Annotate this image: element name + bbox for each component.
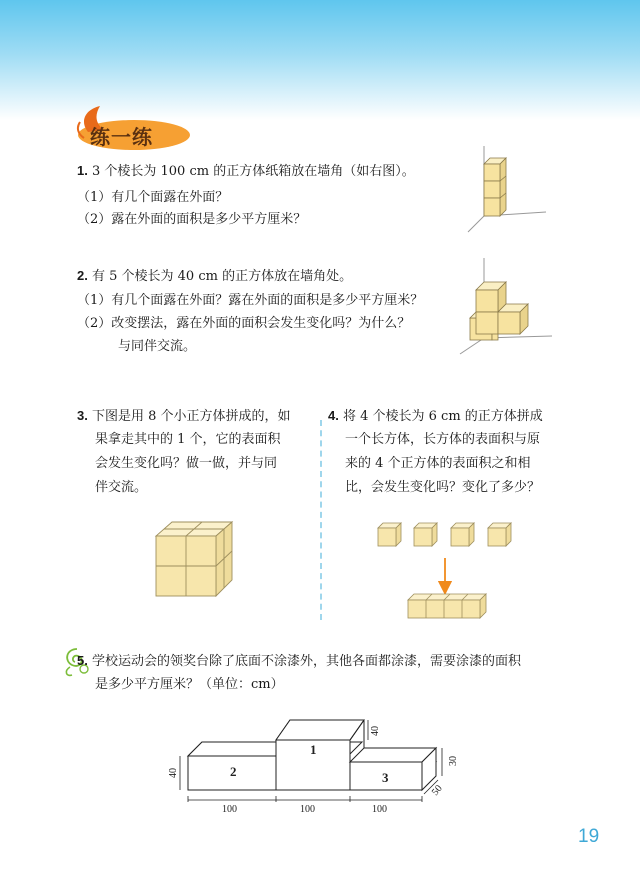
dim-width-2: 100	[300, 804, 315, 815]
page-number: 19	[578, 826, 600, 847]
podium-label-3: 3	[382, 770, 389, 785]
question-number: 4.	[328, 408, 339, 423]
figure-2x2x2-cube	[150, 518, 240, 608]
dim-depth: 50	[429, 783, 445, 798]
question-3-line2: 果拿走其中的 1 个，它的表面积	[95, 432, 281, 447]
podium-label-2: 2	[230, 764, 237, 779]
question-2-sub2-cont: 与同伴交流。	[118, 339, 197, 354]
figure-podium	[168, 716, 472, 816]
figure-four-cubes-to-cuboid	[374, 518, 534, 628]
dim-width-3: 100	[372, 804, 387, 815]
small-cube	[488, 523, 511, 546]
question-number: 2.	[77, 268, 88, 283]
question-text: 3 个棱长为 100 cm 的正方体纸箱放在墙角（如右图）。	[91, 164, 415, 179]
question-text: 有 5 个棱长为 40 cm 的正方体放在墙角处。	[91, 269, 353, 284]
small-cube	[451, 523, 474, 546]
figure-three-boxes-corner	[462, 136, 552, 236]
question-text: 下图是用 8 个小正方体拼成的，如	[91, 409, 291, 424]
question-2-sub2: （2）改变摆法，露在外面的面积会发生变化吗？为什么？	[77, 316, 411, 331]
question-number: 3.	[77, 408, 88, 423]
dim-right-height: 30	[448, 756, 459, 766]
question-2-sub1: （1）有几个面露在外面？露在外面的面积是多少平方厘米？	[77, 293, 424, 308]
question-3-line1	[77, 408, 291, 425]
cuboid	[408, 594, 486, 618]
header-band	[0, 0, 640, 120]
question-3-line4: 伴交流。	[95, 480, 148, 495]
column-divider	[320, 420, 322, 620]
question-4-line4: 比，会发生变化吗？变化了多少？	[345, 480, 541, 495]
small-cube	[378, 523, 401, 546]
question-4-line3: 来的 4 个正方体的表面积之和相	[345, 456, 531, 471]
question-5-line1	[77, 653, 521, 670]
dim-top-height: 40	[370, 726, 381, 736]
question-1	[77, 163, 415, 180]
dim-left-height: 40	[168, 768, 179, 778]
question-1-sub2: （2）露在外面的面积是多少平方厘米？	[77, 212, 307, 227]
figure-five-cubes-corner	[456, 256, 556, 356]
question-number: 1.	[77, 163, 88, 178]
question-text: 学校运动会的领奖台除了底面不涂漆外，其他各面都涂漆，需要涂漆的面积	[91, 654, 521, 669]
question-1-sub1: （1）有几个面露在外面？	[77, 190, 229, 205]
podium-label-1: 1	[310, 742, 317, 757]
question-5-line2: 是多少平方厘米？（单位：cm）	[95, 677, 284, 692]
question-4-line1	[328, 408, 543, 425]
question-text: 将 4 个棱长为 6 cm 的正方体拼成	[342, 409, 543, 424]
question-2	[77, 268, 352, 285]
question-number: 5.	[77, 653, 88, 668]
small-cube	[414, 523, 437, 546]
question-3-line3: 会发生变化吗？做一做，并与同	[95, 456, 278, 471]
section-title: 练一练	[90, 125, 153, 149]
dim-width-1: 100	[222, 804, 237, 815]
question-4-line2: 一个长方体，长方体的表面积与原	[345, 432, 541, 447]
